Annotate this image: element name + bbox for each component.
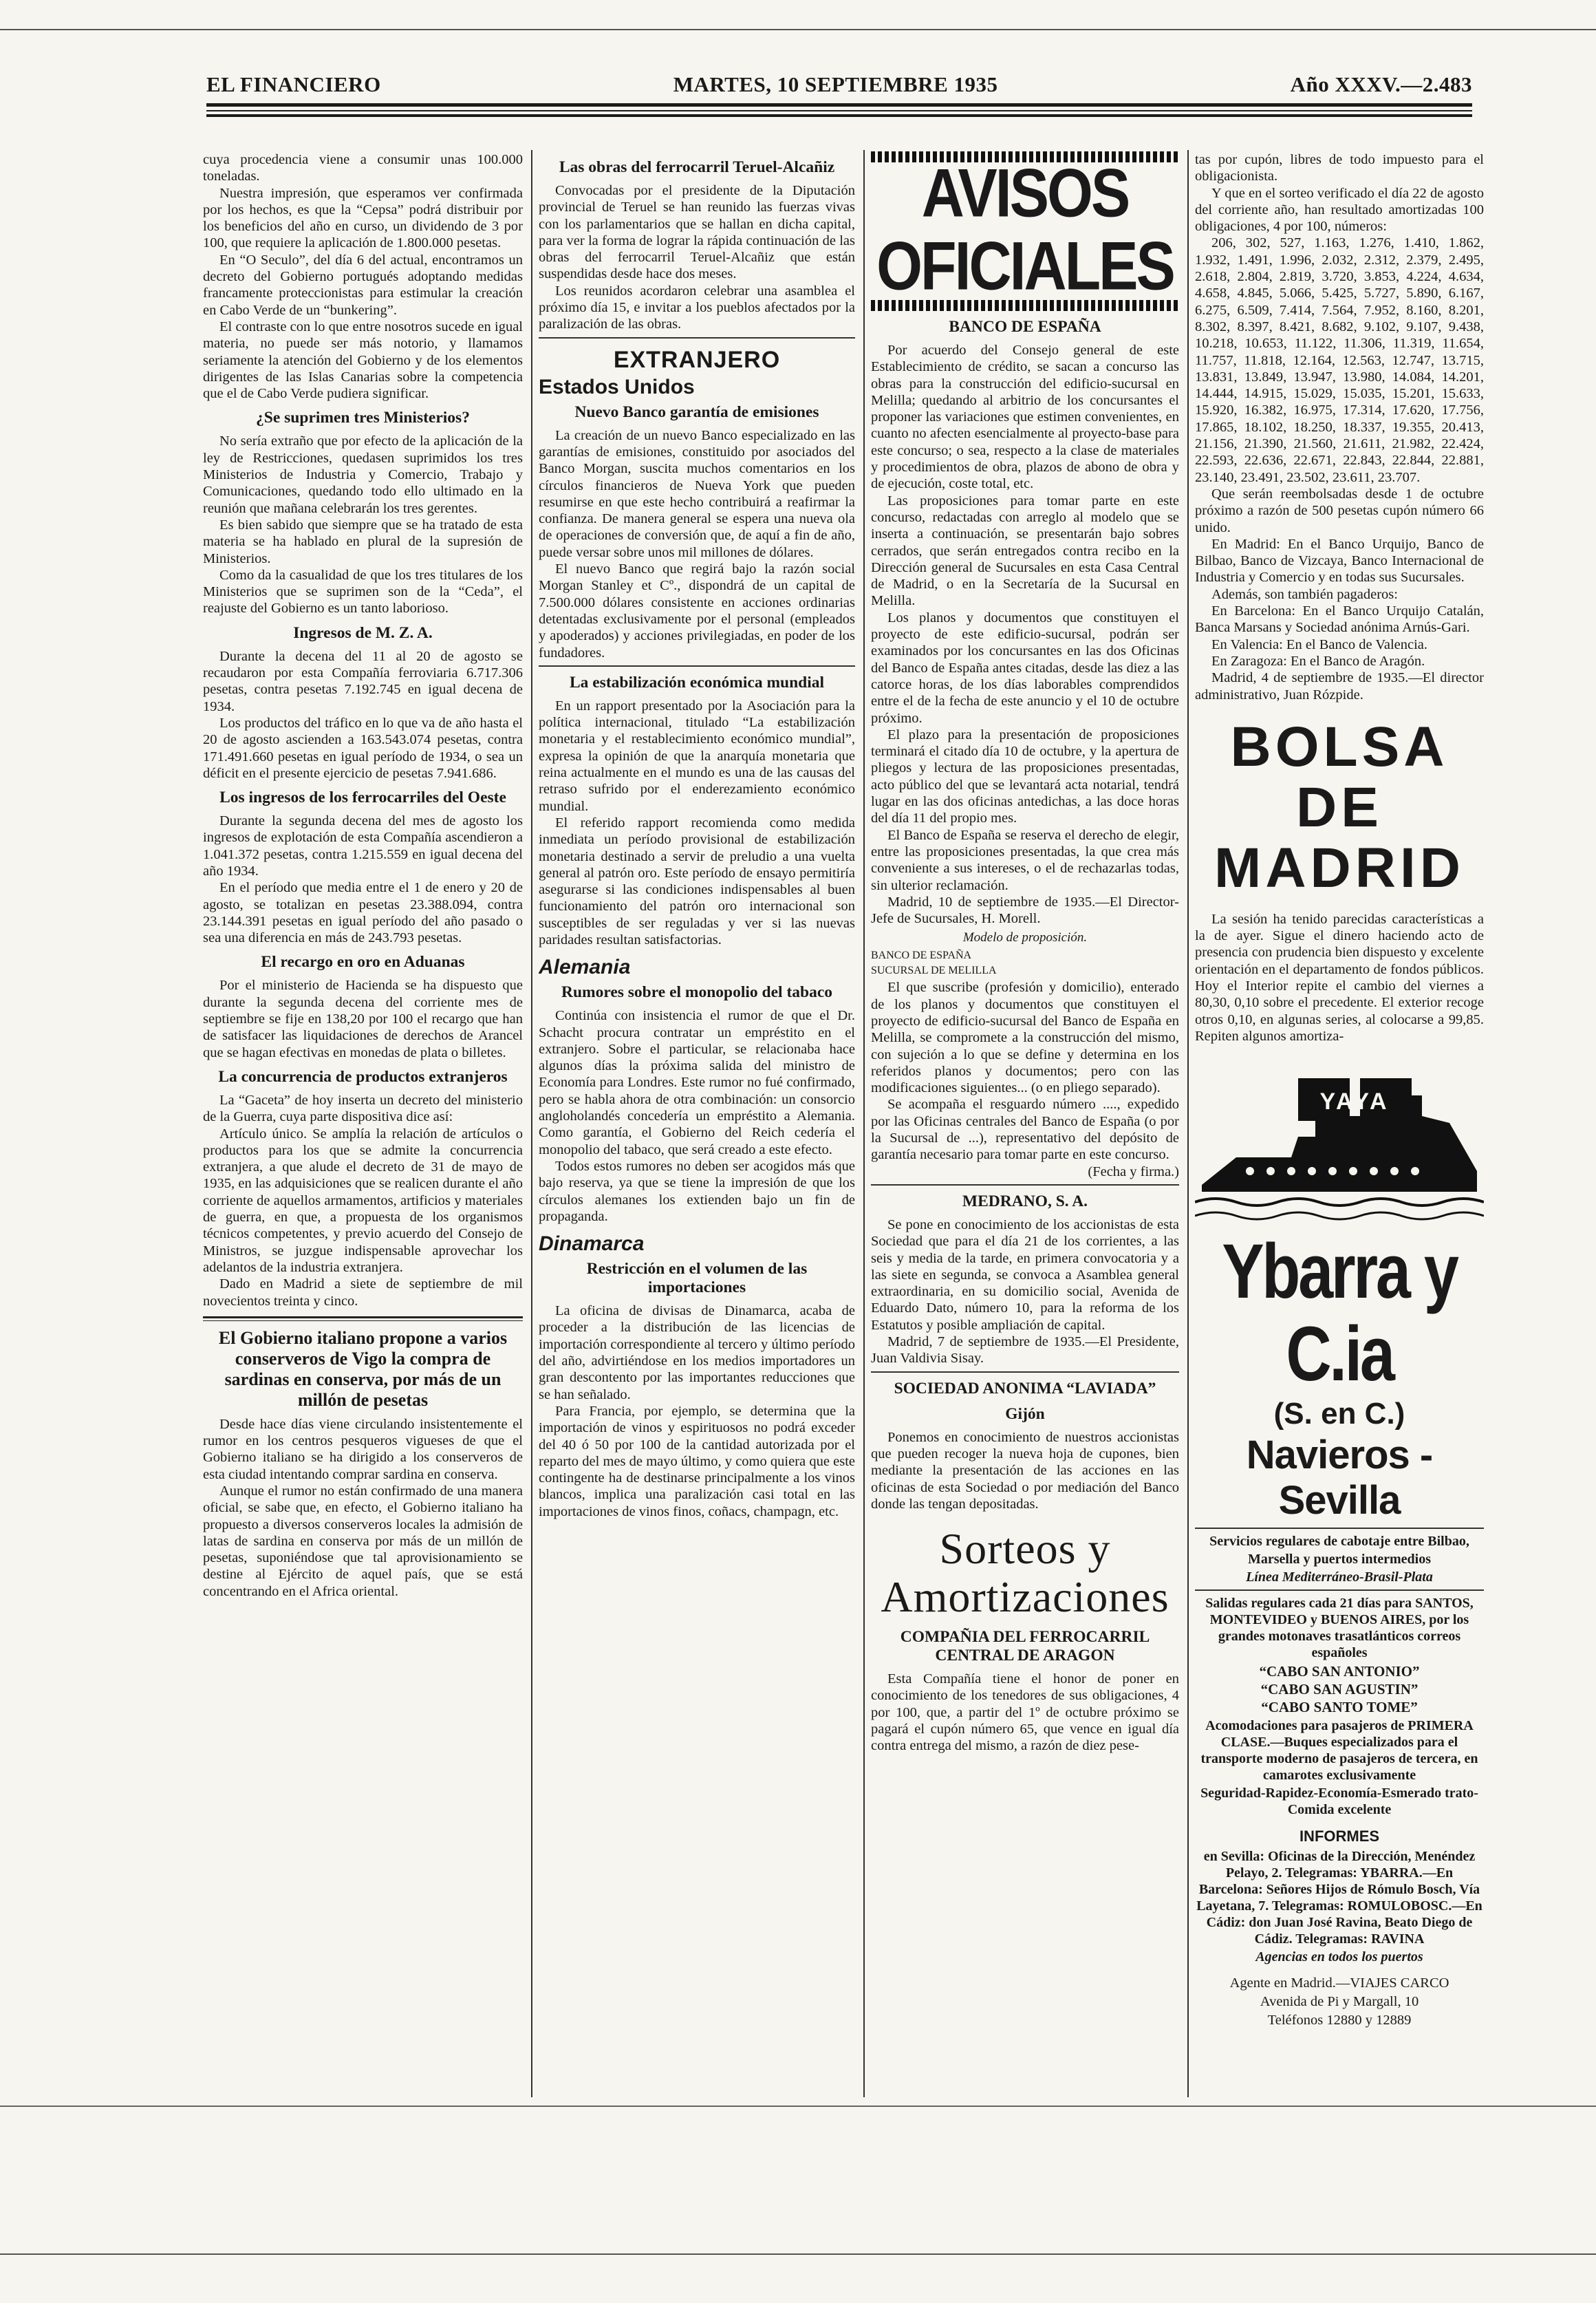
bolsa-title: BOLSA DE MADRID [1214,715,1465,899]
ybarra-brand: Ybarra y C.ia [1222,1228,1457,1397]
paragraph: El nuevo Banco que regirá bajo la razón social Morgan Stanley et Cº., dispondrá de un capital de 7.500.000 dólares consistente en acciones ordinarias detentadas exclusivamente por el personal (empleados y apoderados) y acciones privilegiadas, en poder de los fundadores. [539,561,855,661]
article-headline: SOCIEDAD ANONIMA “LAVIADA” [894,1379,1156,1397]
paragraph: El plazo para la presentación de proposiciones terminará el citado día 10 de octubre, y la apertura de pliegos y lectura de las proposiciones presentadas, acto público del que se levantará acta notarial, tendrá lugar en las dos oficinas antedichas, a las doce horas del día 11 del propio mes. [871,727,1179,826]
navieros-sevilla: Navieros - Sevilla [1246,1433,1433,1523]
column-1 [203,151,523,2099]
paragraph: tas por cupón, libres de todo impuesto para el obligacionista. [1195,152,1484,184]
ad-agencies: Agencias en todos los puertos [1255,1949,1423,1965]
ad-motto: Seguridad-Rapidez-Economía-Esmerado trato-Comida excelente [1200,1786,1478,1818]
paragraph: Se pone en conocimiento de los accionistas de esta Sociedad que para el día 21 de los corrientes, a las seis y media de la tarde, en primera convocatoria y a las siete en segunda, se convoca a Asamblea general extraordinaria, en su domicilio social, Avenida de Eduardo Dato, número 10, para la reforma de los Estatutos y posible ampliación de capital. [871,1217,1179,1333]
paragraph: Continúa con insistencia el rumor de que el Dr. Schacht procura contratar un empréstito en el extranjero. Sobre el particular, se relacionaba hace algunos días la próxima salida del ministro de Economía para Londres. Este rumor no fué confirmado, pero se habla ahora de otra combinación: un consorcio angloholandés concedería un empréstito a Alemania. Como garantía, el Gobierno del Reich cedería el monopolio del tabaco, que será creado a este efecto. [539,1008,855,1157]
sorteos-title: Sorteos y Amortizaciones [881,1524,1169,1622]
ad-address: Avenida de Pi y Margall, 10 [1260,1994,1419,2010]
paragraph: El que suscribe (profesión y domicilio), enterado de los planos y documentos que constituyen el proyecto de edificio-sucursal del Banco de España en Melilla, se compromete a la construcción del mismo, con sujeción a lo que se define y determina en los referidos planos y documentos; pero con las modificaciones siguientes... (o en pliego separado). [871,980,1179,1096]
section-rule [539,337,855,339]
paragraph: Artículo único. Se amplía la relación de artículos o productos para los que se admite la concurrencia extranjera, a que alude el decreto de 31 de mayo de 1935, en las adquisiciones que se realicen durante el año corriente de aquellos armamentos, artificios y materiales de guerra, en que, a propuesta de los organismos técnicos competentes, y previo acuerdo del Consejo de Ministros, se juzgue indispensable aprovechar los adelantos de la industria extranjera. [203,1126,523,1275]
header-rule-thick [206,103,1472,107]
ad-accommodations: Acomodaciones para pasajeros de PRIMERA CLASE.—Buques especializados para el transporte moderno de pasajeros de tercera, en camarotes exclusivamente [1200,1718,1478,1784]
ybarra-advertisement [1195,1054,1484,2029]
article-headline: La concurrencia de productos extranjeros [218,1067,508,1086]
paragraph: No sería extraño que por efecto de la aplicación de la ley de Restricciones, quedasen suprimidos los tres Ministerios de Industria y Comercio, Trabajo y Comunicaciones, quedando todo ello ultimado en la reunión que mañana celebrarán los tres gerentes. [203,433,523,516]
article-headline: Nuevo Banco garantía de emisiones [574,403,819,421]
feature-headline: El Gobierno italiano propone a varios conserveros de Vigo la compra de sardinas en conserva, por más de un millón de pesetas [218,1327,508,1410]
paragraph: La oficina de divisas de Dinamarca, acaba de proceder a la distribución de las licencias de importación correspondiente al tercero y último período del año, advirtiéndose en los medios importadores un gran descontento por las importantes reducciones que se han señalado. [539,1303,855,1402]
paragraph: Por el ministerio de Hacienda se ha dispuesto que durante la segunda decena del corriente mes de septiembre se fije en 138,20 por 100 el recargo que han de satisfacer las liquidaciones de derechos de Arancel que se hagan efectivas en monedas de plata o billetes. [203,978,523,1060]
ship-funnel-marks: YAYA [1319,1089,1390,1115]
paragraph: La “Gaceta” de hoy inserta un decreto del ministerio de la Guerra, cuya parte dispositiva dice así: [203,1092,523,1125]
column-divider-1 [531,150,532,2097]
paragraph: Como da la casualidad de que los tres titulares de los Ministerios que se suprimen son de la “Ceda”, el reajuste del Gobierno es un tanto laborioso. [203,567,523,617]
paragraph: Madrid, 10 de septiembre de 1935.—El Director-Jefe de Sucursales, H. Morell. [871,894,1179,927]
article-headline: COMPAÑIA DEL FERROCARRIL CENTRAL DE ARAGON [900,1628,1150,1665]
paragraph: Para Francia, por ejemplo, se determina que la importación de vinos y espirituosos no podrá exceder del 40 ó 50 por 100 de la cantidad autorizada por el reparto del mes de mayo último, y como quiera que este contingente ha de destinarse principalmente a los vinos blancos, implica una paralización casi total en las importaciones de vinos finos, coñacs, champagn, etc. [539,1403,855,1519]
article-headline: Los ingresos de los ferrocarriles del Oeste [219,789,506,807]
double-rule [203,1316,523,1321]
paragraph: Convocadas por el presidente de la Diputación provincial de Teruel se han reunido las fuerzas vivas con los parlamentarios que se hallan en dicha capital, para ver la forma de lograr la rápida continuación de las obras del ferrocarril Teruel-Alcañiz que están suspendidas desde hace dos meses. [539,183,855,282]
ad-agent: Agente en Madrid.—VIAJES CARCO [1229,1975,1449,1991]
article-headline: ¿Se suprimen tres Ministerios? [256,409,470,427]
avisos-oficiales-title: AVISOS OFICIALES [876,155,1174,305]
issue-date: MARTES, 10 SEPTIEMBRE 1935 [673,72,998,96]
paragraph: cuya procedencia viene a consumir unas 100.000 toneladas. [203,152,523,184]
column-divider-3 [1187,150,1189,2097]
ship-name-2: “CABO SAN AGUSTIN” [1260,1681,1419,1698]
paragraph: Que serán reembolsadas desde 1 de octubre próximo a razón de 500 pesetas cupón número 66 unido. [1195,486,1484,535]
paragraph: Todos estos rumores no deben ser acogidos más que bajo reserva, ya que se tiene la impresión de que los círculos alemanes los extienden bajo un fin de propaganda. [539,1158,855,1224]
paragraph: En un rapport presentado por la Asociación para la política internacional, titulado “La estabilización monetaria y el restablecimiento económico mundial”, expresa la opinión de que la anarquía monetaria que reina actualmente en el mundo es una de las causas del retraso sufrido por el enderezamiento económico mundial. [539,698,855,814]
paragraph: Los reunidos acordaron celebrar una asamblea el próximo día 15, e invitar a los pueblos afectados por la paralización de las obras. [539,283,855,332]
paragraph: Madrid, 7 de septiembre de 1935.—El Presidente, Juan Valdivia Sisay. [871,1334,1179,1367]
paragraph: Por acuerdo del Consejo general de este Establecimiento de crédito, se sacan a concurso las obras para la construcción del edificio-sucursal en Melilla; quedando al arbitrio de los concursantes el proponer las variaciones que estimen convenientes, en cuanto no afecten esencialmente al proyecto-base para este concurso; o sea, respecto a la clase de materiales y procedimientos de obra, plazos de abono de obra y de ejecución, coste total, etc. [871,343,1179,492]
paragraph: Los planos y documentos que constituyen el proyecto de este edificio-sucursal, podrán ser examinados por los concursantes en las dos Oficinas del Banco de España antes citadas, desde las diez a las catorce horas, de los días laborables comprendidos entre el de la fecha de este anuncio y el 10 de octubre próximo. [871,610,1179,726]
paragraph: Esta Compañía tiene el honor de poner en conocimiento de los tenedores de sus obligaciones, 4 por 100, que, a partir del 1º de octubre próximo se pagará el cupón número 65, que vence en igual día contra entrega del mismo, a razón de diez pese- [871,1671,1179,1754]
paragraph: Nuestra impresión, que esperamos ver confirmada por los hechos, es que la “Cepsa” podrá distribuir por los beneficios del año en curso, un dividendo de 3 por 100, que requiere la aplicación de 1.800.000 pesetas. [203,185,523,251]
article-headline: BANCO DE ESPAÑA [949,318,1101,336]
paragraph: El Banco de España se reserva el derecho de elegir, entre las proposiciones presentadas, la que crea más conveniente a sus intereses, o el de rechazarlas todas, sin ulterior reclamación. [871,827,1179,893]
signature-note: (Fecha y firma.) [1088,1164,1179,1179]
informes-text: en Sevilla: Oficinas de la Dirección, Menéndez Pelayo, 2. Telegramas: YBARRA.—En Barcelona: Señores Hijos de Rómulo Bosch, Vía Layetana, 7. Telegramas: ROMULOBOSC.—En Cádiz: don Juan José Ravina, Beato Diego de Cádiz. Telegramas: RAVINA [1196,1849,1482,1947]
paragraph: El referido rapport recomienda como medida inmediata un período provisional de estabilización monetaria destinado a servir de preludio a una vuelta general al patrón oro. Este período de ensayo permitiría asegurarse si las condiciones indispensables al buen funcionamiento del patrón oro internacional son susceptibles de ser reguladas y ver si las nuevas paridades resultan satisfactorias. [539,815,855,947]
article-headline: Rumores sobre el monopolio del tabaco [561,983,833,1002]
paragraph: 206, 302, 527, 1.163, 1.276, 1.410, 1.862, 1.932, 1.491, 1.996, 2.032, 2.312, 2.379, 2.495, 2.618, 2.804, 2.819, 3.720, 3.853, 4.224, 4.634, 4.658, 4.845, 5.066, 5.425, 5.727, 5.890, 6.167, 6.275, 6.509, 7.414, 7.564, 7.952, 8.160, 8.201, 8.302, 8.397, 8.421, 8.682, 9.102, 9.107, 9.438, 10.218, 10.653, 11.122, 11.306, 11.319, 11.654, 11.757, 11.818, 12.164, 12.563, 12.747, 13.715, 13.831, 13.849, 13.947, 13.980, 14.084, 14.201, 14.444, 14.915, 15.029, 15.035, 15.201, 15.633, 15.920, 16.382, 16.975, 17.314, 17.620, 17.756, 17.865, 18.102, 18.250, 18.337, 19.355, 20.413, 21.156, 21.390, 21.560, 21.611, 21.982, 22.424, 22.593, 22.636, 22.671, 22.843, 22.844, 22.881, 23.140, 23.491, 23.502, 23.611, 23.707. [1195,235,1484,485]
article-headline: Las obras del ferrocarril Teruel-Alcañiz [559,158,835,176]
model-caption: Modelo de proposición. [962,930,1088,945]
ad-departures: Salidas regulares cada 21 días para SANTOS, MONTEVIDEO y BUENOS AIRES, por los grandes motonaves trasatlánticos correos españoles [1205,1596,1474,1661]
article-headline: Restricción en el volumen de las importaciones [586,1260,808,1297]
small-caps-line: SUCURSAL DE MELILLA [871,965,997,977]
section-rule [871,1371,1179,1373]
paragraph: Los productos del tráfico en lo que va de año hasta el 20 de agosto ascienden a 163.543.074 pesetas, contra 171.491.660 pesetas en igual período de 1934, o sea un déficit en el presente ejercicio de pesetas 7.941.686. [203,715,523,781]
ad-line: Línea Mediterráneo-Brasil-Plata [1246,1570,1433,1585]
bolsa-text: La sesión ha tenido parecidas características a la de ayer. Sigue el dinero haciendo acto de presencia con prudencia bien dispuesto y excelente orientación en el departamento de fondos públicos. Hoy el Interior repite el cambio del viernes a 80,30, 0,10 sobre el precedente. El exterior recoge otros 0,10, en algunas series, al colocarse a 99,85. Repiten algunos amortiza- [1195,911,1484,1044]
paragraph: La creación de un nuevo Banco especializado en las garantías de emisiones, constituido por asociados del Banco Morgan, suscita muchos comentarios en los círculos financieros de Nueva York que pueden resumirse en que este hecho contribuirá a reafirmar la confianza. De manera general se espera una nueva ola de operaciones de conversión que, de aquí a fin de año, puede versar sobre unos mil millones de dólares. [539,427,855,560]
newspaper-name: EL FINANCIERO [206,72,381,96]
paragraph: Es bien sabido que siempre que se ha tratado de esta materia se ha hablado en plural de la supresión de Ministerios. [203,517,523,566]
paragraph: En Barcelona: En el Banco Urquijo Catalán, Banca Marsans y Sociedad anónima Arnús-Gari. [1195,603,1484,636]
page-header [206,69,1472,100]
small-caps-line: BANCO DE ESPAÑA [871,950,972,962]
section-heading: EXTRANJERO [613,346,781,373]
footer-rule [0,2106,1596,2107]
paragraph: Durante la decena del 11 al 20 de agosto se recaudaron por esta Compañía ferroviaria 6.717.306 pesetas, contra pesetas 7.192.745 en igual decena de 1934. [203,648,523,714]
informes-title: INFORMES [1299,1828,1380,1845]
ad-service-2: Marsella y puertos intermedios [1247,1552,1432,1567]
paragraph: Aunque el rumor no están confirmado de una manera oficial, se sabe que, en efecto, el Gobierno italiano ha propuesto a diversos conserveros locales la admisión de latas de sardina en conserva por más de un millón de pesetas, suponiéndose que tal aprovisionamiento se destine al Ejército de aquel país, que se está concentrando en el Africa oriental. [203,1483,523,1599]
issue-number: Año XXXV.—2.483 [1290,72,1472,96]
ad-service-1: Servicios regulares de cabotaje entre Bilbao, [1209,1534,1469,1550]
column-2 [539,151,855,2099]
company-type: (S. en C.) [1273,1397,1405,1431]
paragraph: Las proposiciones para tomar parte en este concurso, redactadas con arreglo al modelo que se inserta a continuación, se presentarán bajo sobres cerrados, que serán entregados contra recibo en la Dirección general de Sucursales en esta Casa Central de Madrid, o en la Secretaría de la Sucursal en Melilla. [871,493,1179,609]
ship-name-1: “CABO SAN ANTONIO” [1259,1663,1420,1680]
paragraph: Durante la segunda decena del mes de agosto los ingresos de explotación de esta Compañía ascendieron a 1.041.372 pesetas, contra 1.215.559 en igual decena del año 1934. [203,813,523,879]
ad-rule-2 [1195,1589,1484,1591]
paragraph: Además, son también pagaderos: [1211,586,1398,602]
paragraph: En Valencia: En el Banco de Valencia. [1211,636,1428,652]
article-headline: MEDRANO, S. A. [962,1192,1088,1210]
paragraph: El contraste con lo que entre nosotros sucede en igual materia, no puede ser más notorio, y llamamos seriamente la atención del Gobierno y de los elementos dirigentes de las Islas Canarias sobre la competencia que el de Cabo Verde pudiera significar. [203,319,523,402]
ship-name-3: “CABO SANTO TOME” [1261,1699,1418,1716]
paragraph: Madrid, 4 de septiembre de 1935.—El director administrativo, Juan Rózpide. [1195,670,1484,703]
bottom-scan-line [0,2253,1596,2255]
country-heading: Alemania [539,956,631,979]
column-divider-2 [863,150,865,2097]
bolsa-de-madrid [1195,717,1484,1045]
section-rule [539,665,855,667]
paragraph: Dado en Madrid a siete de septiembre de mil novecientos treinta y cinco. [203,1276,523,1309]
article-headline: La estabilización económica mundial [569,673,825,692]
paragraph: En Zaragoza: En el Banco de Aragón. [1211,653,1425,669]
ad-phones: Teléfonos 12880 y 12889 [1267,2013,1412,2028]
paragraph: En “O Seculo”, del día 6 del actual, encontramos un decreto del Gobierno portugués adoptando medidas francamente proteccionistas para estimular la creación en Cabo Verde de un “bunkering”. [203,252,523,318]
paragraph: Ponemos en conocimiento de nuestros accionistas que pueden recoger la nueva hoja de cupones, bien mediante la presentación de las acciones en las oficinas de esta Sociedad o por mediación del Banco donde las tengan depositadas. [871,1429,1179,1512]
paragraph: Desde hace días viene circulando insistentemente el rumor en los centros pesqueros vigueses de que el Gobierno italiano se ha dirigido a los conserveros de esta ciudad intentando comprar sardina en conserva. [203,1416,523,1482]
article-headline: Gijón [1005,1404,1045,1423]
column-4 [1195,151,1484,2099]
paragraph: En el período que media entre el 1 de enero y 20 de agosto, se totalizan en pesetas 23.388.094, contra 23.144.391 pesetas en igual período del año pasado o sea una diferencia en más de 243.793 pesetas. [203,880,523,946]
paragraph: Se acompaña el resguardo número ...., expedido por las Oficinas centrales del Banco de España (o por la Sucursal de ...), representativo del depósito de garantía necesario para tomar parte en este concurso. [871,1097,1179,1163]
section-rule [871,1184,1179,1186]
paragraph: Y que en el sorteo verificado el día 22 de agosto del corriente año, han resultado amortizadas 100 obligaciones, 4 por 100, números: [1195,185,1484,235]
column-3 [871,151,1179,2099]
ad-rule [1195,1528,1484,1529]
header-rule-thin [206,110,1472,111]
country-heading: Estados Unidos [539,375,695,398]
header-rule-thick-2 [206,114,1472,117]
top-scan-line [0,29,1596,30]
article-headline: Ingresos de M. Z. A. [293,623,433,642]
ferrocarril-aragon-continuation [1195,151,1484,703]
ship-illustration [1195,1054,1484,1226]
paragraph: En Madrid: En el Banco Urquijo, Banco de Bilbao, Banco de Vizcaya, Banco Internacional de Industria y Comercio y en todas sus Sucursales. [1195,536,1484,586]
country-heading: Dinamarca [539,1232,645,1256]
article-headline: El recargo en oro en Aduanas [261,953,465,972]
